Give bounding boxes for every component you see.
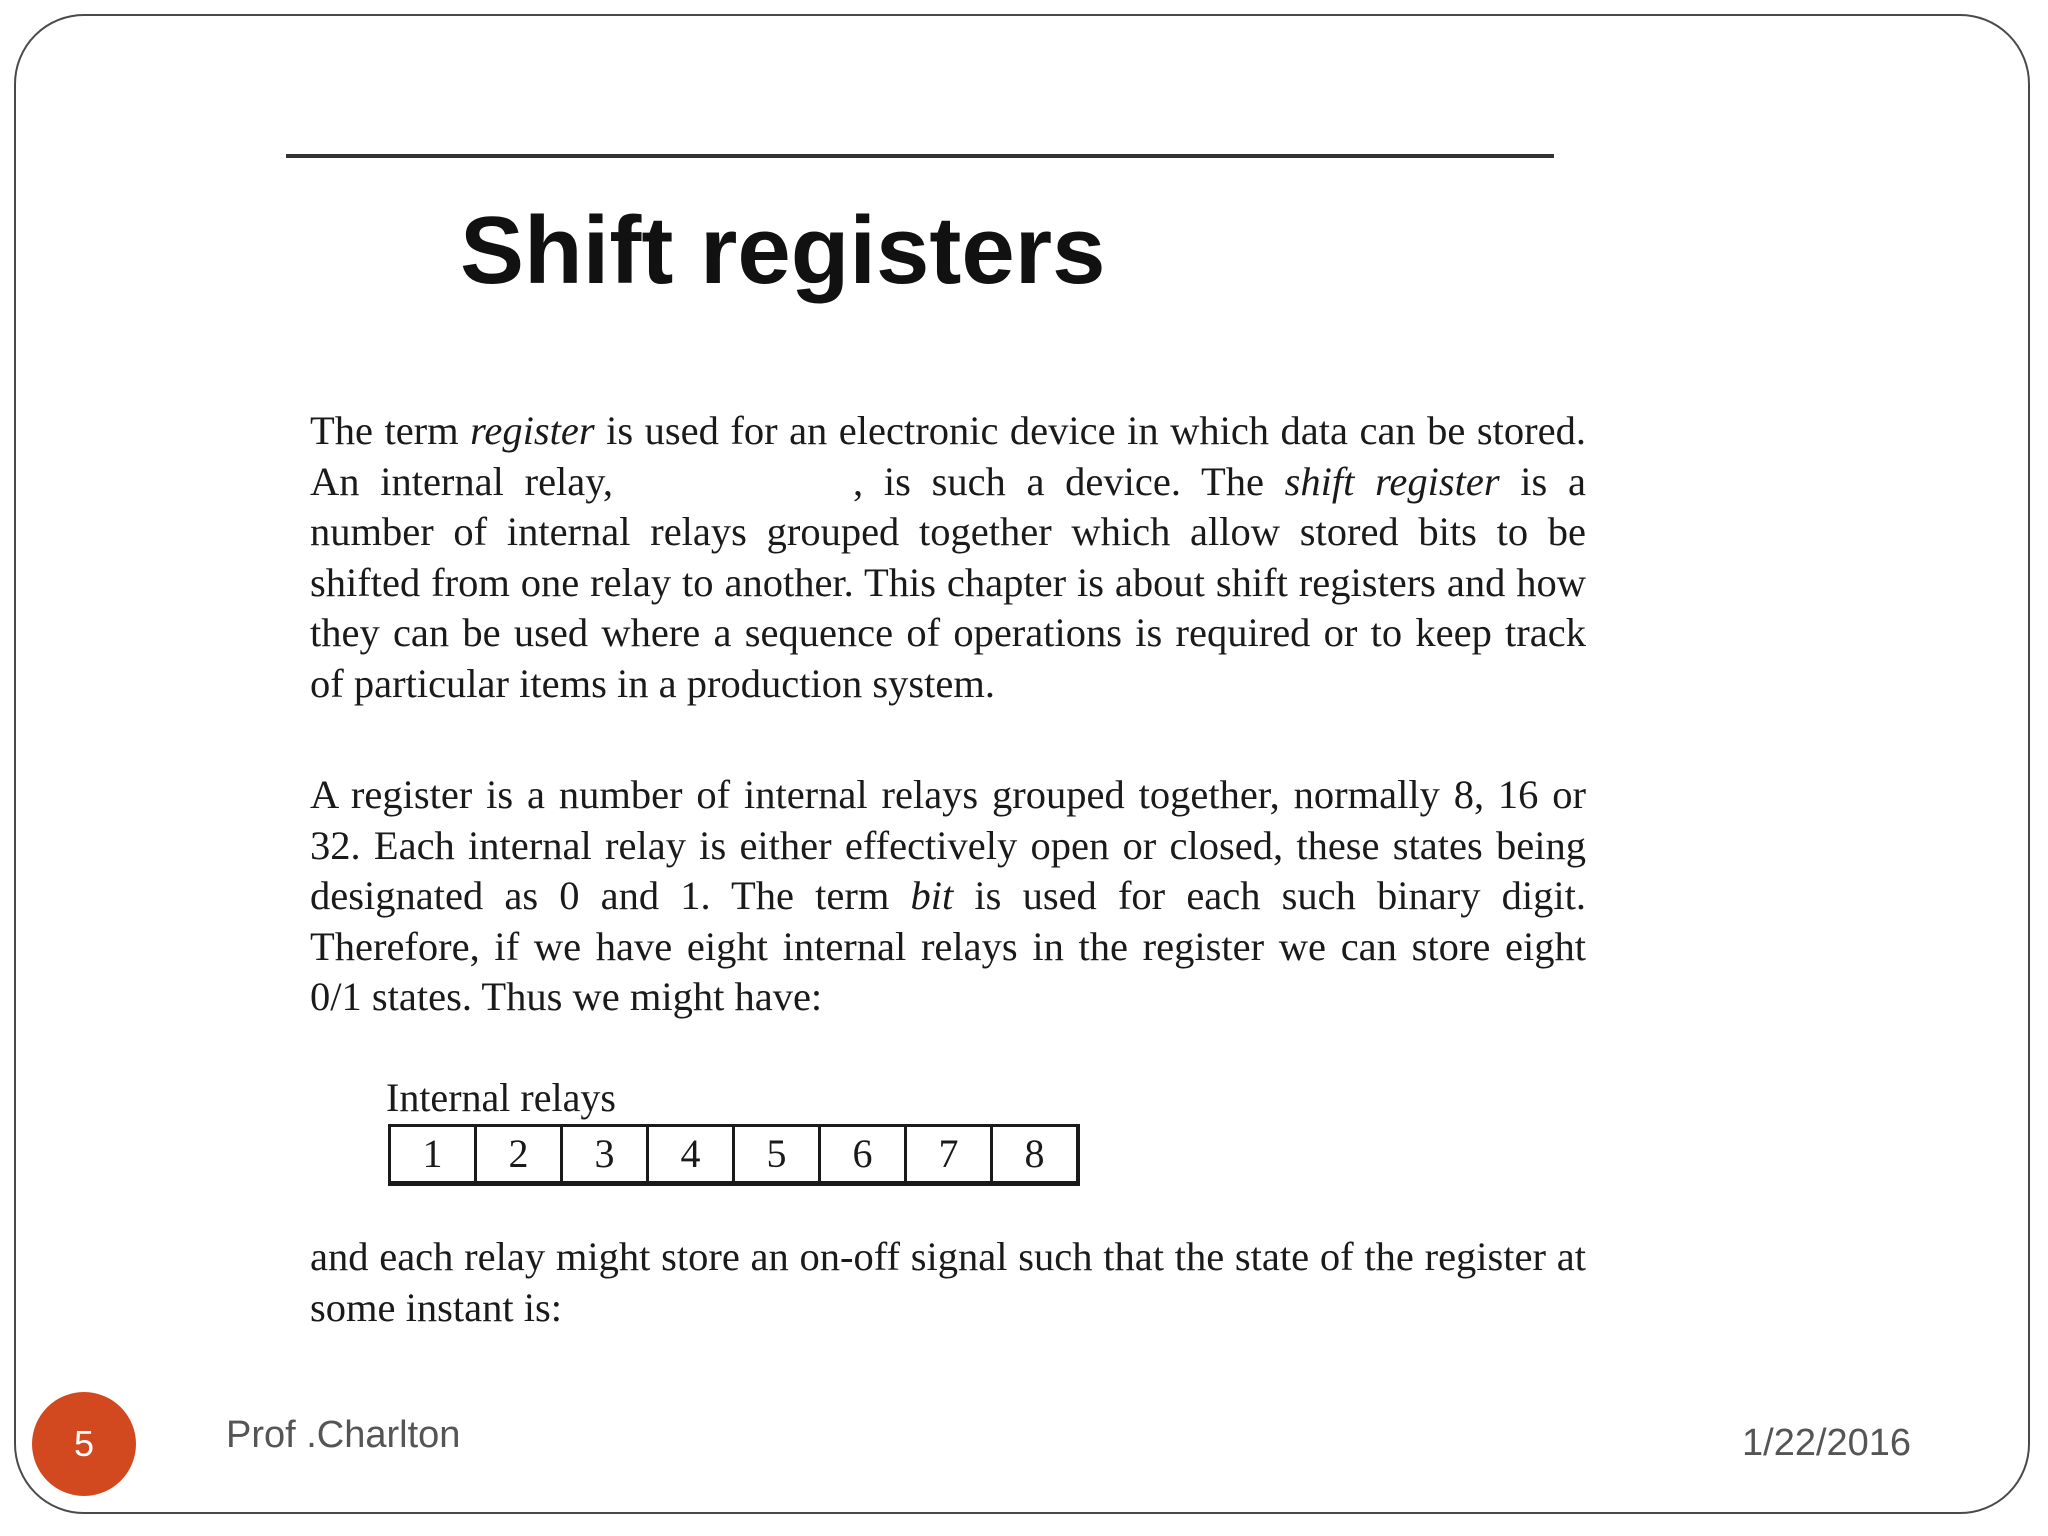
term-register: register — [470, 408, 595, 453]
relay-cell: 1 — [391, 1127, 477, 1181]
para-1-text-a: The term — [310, 408, 471, 453]
term-bit: bit — [910, 873, 954, 919]
relay-cell: 4 — [649, 1127, 735, 1181]
relay-cell: 2 — [477, 1127, 563, 1181]
para-2-text-a: A register is a number of internal relays grouped together, normally 8, 16 or 32. Each internal relay is either effectively open or closed, these states being designated as 0 and 1. The term — [310, 772, 1586, 919]
para-2-text-b: is used for each such binary digit. Therefore, if we have eight internal relays in the register we can store eight 0/1 states. Thus we might have: — [310, 873, 1587, 1020]
paragraph-register-state: and each relay might store an on-off signal such that the state of the register at some instant is: — [310, 1234, 1586, 1330]
title-rule — [286, 154, 1554, 158]
relay-cell: 7 — [907, 1127, 993, 1181]
term-shift-register: shift register — [1284, 458, 1500, 504]
para-1-text-d: is a number of internal relays grouped together which allow stored bits to be shifted from one relay to another. This chapter is about shift registers and how they can be used where a sequence of operations is required or to keep track of particular items in a production system. — [310, 458, 1586, 706]
para-1-text-b: is used for an electronic device in which data can be stored. An internal relay, — [310, 408, 1586, 504]
paragraph-register-bits — [310, 770, 1586, 1023]
page-number-badge: 5 — [32, 1392, 136, 1496]
slide-title: Shift registers — [460, 197, 1106, 304]
relays-caption: Internal relays — [386, 1075, 616, 1120]
footer-author: Prof .Charlton — [226, 1414, 461, 1456]
relay-cell: 3 — [563, 1127, 649, 1181]
relay-cell: 8 — [1024, 1131, 1045, 1176]
footer-date: 1/22/2016 — [1742, 1422, 1912, 1464]
relay-cell: 5 — [735, 1127, 821, 1181]
relay-table — [388, 1124, 1080, 1186]
para-1-text-c: , is such a device. The — [853, 458, 1285, 504]
paragraph-register-definition — [310, 406, 1586, 710]
relay-cell: 6 — [821, 1127, 907, 1181]
